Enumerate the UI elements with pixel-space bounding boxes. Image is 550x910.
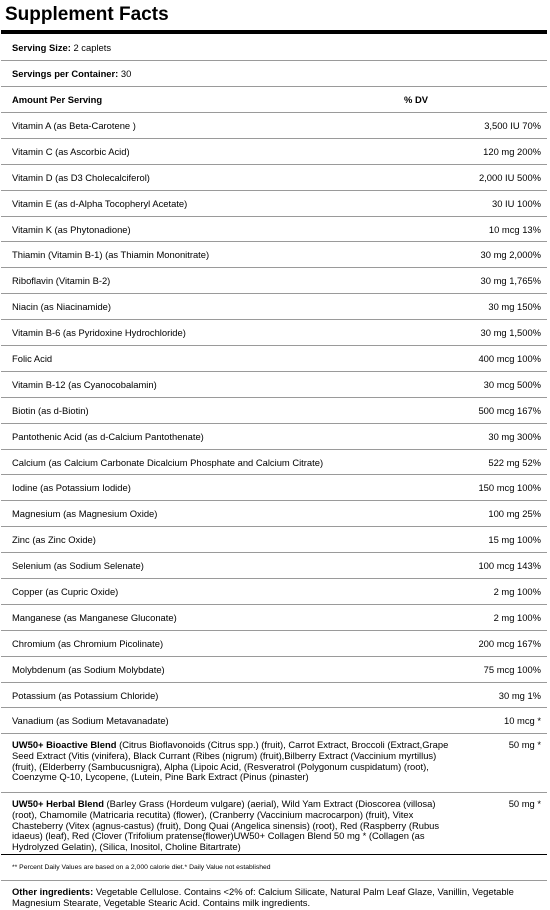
nutrient-amount-dv: 3,500 IU 70% — [484, 119, 541, 131]
nutrient-amount-dv: 200 mcg 167% — [478, 637, 541, 649]
nutrient-name: Vitamin A (as Beta-Carotene ) — [12, 119, 136, 131]
nutrient-amount-dv: 2,000 IU 500% — [478, 171, 541, 183]
nutrient-name: Chromium (as Chromium Picolinate) — [12, 637, 164, 649]
nutrient-name: Magnesium (as Magnesium Oxide) — [12, 508, 158, 520]
servings-label: Servings per Container: — [12, 68, 119, 79]
nutrient-amount-dv: 75 mcg 100% — [483, 663, 541, 675]
nutrient-row — [1, 241, 547, 267]
nutrient-row — [1, 500, 547, 526]
nutrient-amount-dv: 30 mg 300% — [488, 430, 541, 442]
blend-amount: 50 mg * — [508, 798, 541, 810]
nutrient-amount-dv: 522 mg 52% — [488, 456, 541, 468]
nutrient-amount-dv: 10 mcg * — [504, 715, 541, 727]
nutrient-name: Copper (as Cupric Oxide) — [12, 585, 119, 597]
nutrient-amount-dv: 15 mg 100% — [488, 534, 541, 546]
nutrient-row — [1, 423, 547, 449]
nutrient-row — [1, 449, 547, 475]
nutrient-row — [1, 552, 547, 578]
nutrient-amount-dv: 30 mg 150% — [488, 301, 541, 313]
nutrient-name: Biotin (as d-Biotin) — [12, 404, 89, 416]
nutrient-name: Vitamin B-6 (as Pyridoxine Hydrochloride) — [12, 327, 186, 339]
other-ingredients-text: Vegetable Cellulose. Contains <2% of: Calcium Silicate, Natural Palm Leaf Glaze, Vanillin, Vegetable Magnesium Stearate, Vegetable Stearic Acid. Contains milk ingredients. — [12, 886, 514, 909]
servings-per-container — [1, 60, 547, 86]
nutrient-name: Folic Acid — [12, 352, 53, 364]
other-ingredients — [1, 880, 547, 910]
nutrient-row — [1, 526, 547, 552]
nutrient-row — [1, 267, 547, 293]
nutrient-row — [1, 578, 547, 604]
nutrient-amount-dv: 30 mg 1,500% — [480, 327, 541, 339]
column-header — [1, 86, 547, 112]
nutrient-row — [1, 397, 547, 423]
nutrient-name: Vitamin C (as Ascorbic Acid) — [12, 145, 130, 157]
blend-text — [12, 799, 501, 854]
nutrient-amount-dv: 10 mcg 13% — [488, 223, 541, 235]
serving-size-value: 2 caplets — [73, 41, 112, 53]
serving-size — [1, 34, 547, 60]
nutrient-row — [1, 707, 547, 733]
nutrient-amount-dv: 500 mcg 167% — [478, 404, 541, 416]
other-ingredients-label: Other ingredients: — [12, 886, 94, 898]
nutrient-amount-dv: 2 mg 100% — [493, 611, 541, 623]
nutrient-amount-dv: 100 mg 25% — [488, 508, 541, 520]
nutrient-amount-dv: 30 mg 1% — [498, 689, 541, 701]
blend-description: (Barley Grass (Hordeum vulgare) (aerial), Wild Yam Extract (Dioscorea (villosa) (root), Chamomile (Matricaria recutita) (flower), (Cranberry (Vaccinium macrocarpon) (fruit), Vitex Chasteberry (Vitex (agnus-castus) (fruit), Dong Quai (Angelica sinensis) (root), Red (Raspberry (Rubus idaeus) (leaf), Red (Clover (Trifolium pratense(flower)UW50+ Collagen Blend 50 mg * (Collagen (as Hydrolyzed Gelatin), (Silica, Inositol, Choline Bitartrate) — [12, 798, 440, 852]
nutrient-name: Calcium (as Calcium Carbonate Dicalcium Phosphate and Calcium Citrate) — [12, 456, 324, 468]
nutrient-row — [1, 345, 547, 371]
blend-amount: 50 mg * — [508, 739, 541, 751]
nutrient-row — [1, 656, 547, 682]
nutrient-amount-dv: 30 mg 1,765% — [480, 275, 541, 287]
nutrient-amount-dv: 30 mg 2,000% — [480, 249, 541, 261]
nutrient-row — [1, 164, 547, 190]
nutrient-amount-dv: 30 IU 100% — [492, 197, 541, 209]
blend-text — [12, 740, 501, 792]
blend-bioactive — [1, 733, 547, 792]
nutrient-row — [1, 474, 547, 500]
blend-name: UW50+ Bioactive Blend — [12, 739, 117, 751]
nutrient-row — [1, 682, 547, 708]
serving-size-label: Serving Size: — [12, 41, 71, 53]
nutrient-name: Thiamin (Vitamin B-1) (as Thiamin Mononitrate) — [12, 249, 210, 261]
nutrient-name: Riboflavin (Vitamin B-2) — [12, 275, 111, 287]
nutrient-name: Potassium (as Potassium Chloride) — [12, 689, 159, 701]
blend-name: UW50+ Herbal Blend — [12, 798, 104, 810]
nutrient-amount-dv: 400 mcg 100% — [478, 352, 541, 364]
nutrient-name: Zinc (as Zinc Oxide) — [12, 534, 96, 546]
nutrient-row — [1, 190, 547, 216]
nutrient-name: Vanadium (as Sodium Metavanadate) — [12, 715, 169, 727]
nutrient-name: Molybdenum (as Sodium Molybdate) — [12, 663, 165, 675]
amount-per-serving-header: Amount Per Serving — [12, 94, 103, 105]
nutrient-amount-dv: 2 mg 100% — [493, 585, 541, 597]
nutrient-name: Vitamin B-12 (as Cyanocobalamin) — [12, 378, 157, 390]
nutrient-amount-dv: 120 mg 200% — [483, 145, 541, 157]
nutrient-list — [1, 112, 547, 733]
nutrient-name: Selenium (as Sodium Selenate) — [12, 560, 144, 572]
servings-value: 30 — [120, 68, 132, 79]
nutrient-row — [1, 319, 547, 345]
nutrient-name: Niacin (as Niacinamide) — [12, 301, 111, 313]
nutrient-row — [1, 293, 547, 319]
nutrient-name: Pantothenic Acid (as d-Calcium Pantothenate) — [12, 430, 204, 442]
blend-description: (Citrus Bioflavonoids (Citrus spp.) (fruit), Carrot Extract, Broccoli (Extract,Grape Seed Extract (Vitis (vinifera), Black Currant (Ribes (nigrum) (fruit),Bilberry Extract (Vaccinium myrtillus) (fruit), (Elderberry (Sambucusnigra), Alpha (Lipoic Acid, (Resveratrol (Polygonum cuspidatum) (root), Coenzyme Q-10, Lycopene, (Lutein, Pine Bark Extract (Pinus (pinaster) — [12, 739, 449, 783]
nutrient-row — [1, 371, 547, 397]
nutrient-name: Manganese (as Manganese Gluconate) — [12, 611, 177, 623]
supplement-facts-panel — [1, 0, 547, 910]
nutrient-amount-dv: 30 mcg 500% — [483, 378, 541, 390]
nutrient-name: Vitamin D (as D3 Cholecalciferol) — [12, 171, 150, 183]
nutrient-row — [1, 216, 547, 242]
dv-header: % DV — [404, 94, 428, 105]
blend-herbal — [1, 792, 547, 854]
panel-title: Supplement Facts — [5, 4, 169, 25]
footnote: ** Percent Daily Values are based on a 2,000 calorie diet.* Daily Value not established — [1, 854, 547, 880]
nutrient-row — [1, 630, 547, 656]
nutrient-row — [1, 138, 547, 164]
nutrient-row — [1, 112, 547, 138]
nutrient-row — [1, 604, 547, 630]
nutrient-name: Iodine (as Potassium Iodide) — [12, 482, 131, 494]
nutrient-amount-dv: 150 mcg 100% — [478, 482, 541, 494]
nutrient-amount-dv: 100 mcg 143% — [478, 560, 541, 572]
nutrient-name: Vitamin E (as d-Alpha Tocopheryl Acetate) — [12, 197, 188, 209]
nutrient-name: Vitamin K (as Phytonadione) — [12, 223, 131, 235]
